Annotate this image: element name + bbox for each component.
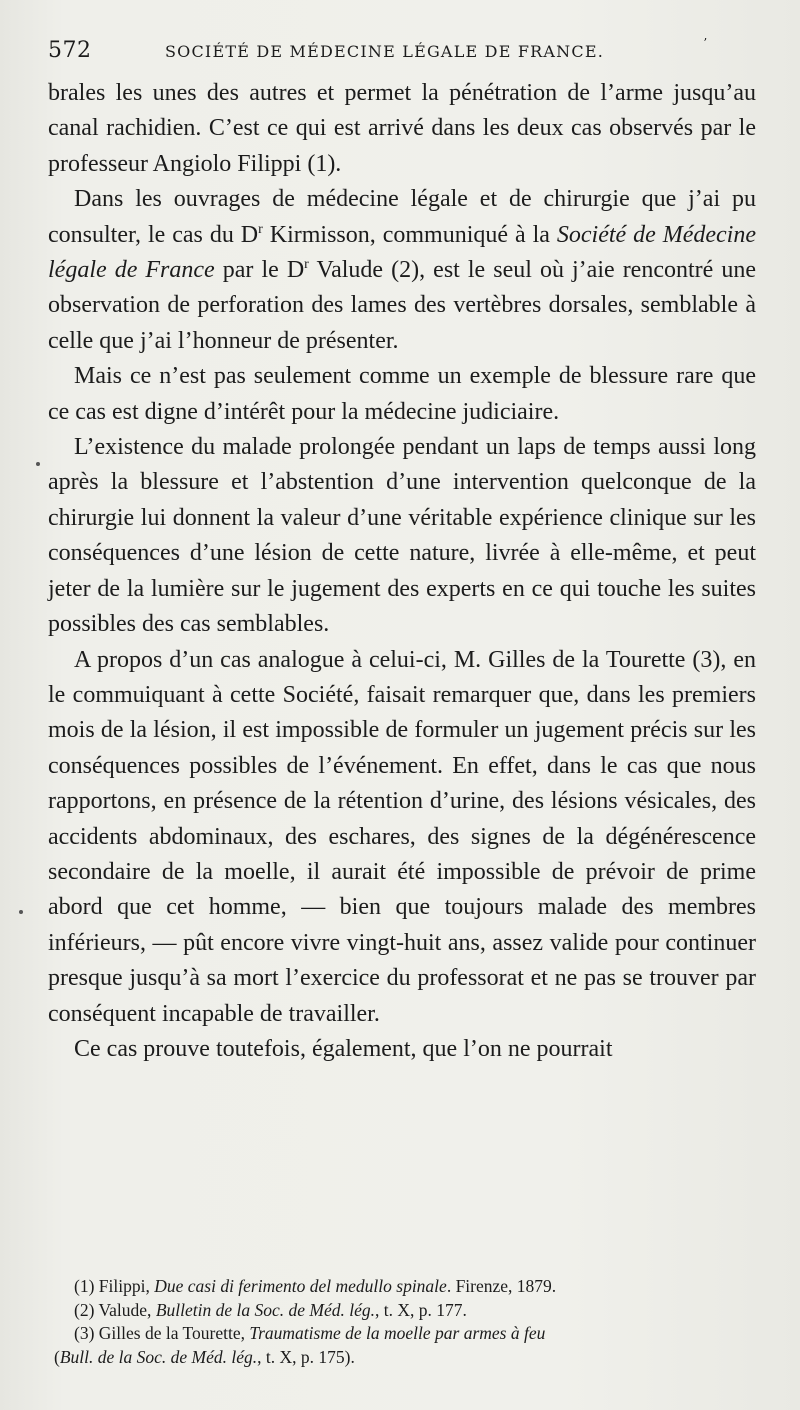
paragraph-1: brales les unes des autres et permet la pénétration de l’arme jusqu’au canal rachidien. C’est ce qui est arrivé dans les deux cas observés par le professeur Angiolo Filippi (1). [48, 80, 756, 177]
footnote-2 [48, 1299, 760, 1323]
ink-speck [36, 462, 40, 466]
footnote-1-details: . Firenze, 1879. [446, 1276, 557, 1296]
footnote-3-open-paren: ( [54, 1346, 60, 1367]
body-text [48, 76, 756, 1067]
paragraph-6: Ce cas prouve toutefois, également, que l’on ne pourrait [74, 1035, 613, 1062]
page-number: 572 [48, 38, 92, 63]
corner-mark: ʼ [703, 36, 707, 50]
footnote-1 [48, 1275, 760, 1299]
footnote-2-title: Bulletin de la Soc. de Méd. lég. [155, 1299, 375, 1320]
footnote-2-author: (2) Valude, [74, 1299, 156, 1320]
paragraph-4: L’existence du malade prolongée pendant un laps de temps aussi long après la blessure et l’abstention d’une intervention quelconque de la chirurgie lui donnent la valeur d’une véritable expérience clinique sur les conséquences d’une lésion de cette nature, livrée à elle-même, et peut jeter de la lumière sur le jugement des experts en ce qui touche les suites possibles des cas semblables. [48, 434, 756, 638]
paragraph-2-text-b: Kirmisson, communiqué à la [262, 221, 557, 248]
footnote-3-journal: Bull. de la Soc. de Méd. lég. [59, 1346, 258, 1367]
footnote-3-details: , t. X, p. 175). [257, 1346, 355, 1367]
superscript-r: r [304, 257, 309, 273]
paragraph-2-text-a: Dans les ouvrages de médecine légale et de chirurgie que j’ai pu consulter, le cas du D [48, 186, 756, 248]
footnote-1-author: (1) Filippi, [74, 1276, 155, 1296]
superscript-r: r [258, 221, 263, 237]
page-header [48, 38, 758, 64]
ink-speck [19, 910, 23, 914]
footnotes [48, 1275, 760, 1369]
footnote-3-continuation [48, 1346, 760, 1370]
footnote-3-title: Traumatisme de la moelle par armes à feu [249, 1323, 546, 1343]
running-title: SOCIÉTÉ DE MÉDECINE LÉGALE DE FRANCE. [165, 42, 604, 61]
footnote-3 [48, 1322, 760, 1346]
paragraph-3: Mais ce n’est pas seulement comme un exemple de blessure rare que ce cas est digne d’intérêt pour la médecine judiciaire. [48, 363, 756, 425]
paragraph-2-text-d: Valude (2), est le seul où j’aie rencontré une observation de perforation des lames des vertèbres dorsales, semblable à celle que j’ai l’honneur de présenter. [48, 257, 757, 354]
footnote-1-title: Due casi di ferimento del medullo spinale [154, 1276, 447, 1296]
paragraph-2 [48, 182, 756, 359]
paragraph-2-text-c: par le D [214, 257, 305, 284]
footnote-2-details: , t. X, p. 177. [374, 1299, 467, 1320]
paragraph-5: A propos d’un cas analogue à celui-ci, M. Gilles de la Tourette (3), en le commuiquant à cette Société, faisait remarquer que, dans les premiers mois de la lésion, il est impossible de formuler un jugement précis sur les conséquences possibles de l’événement. En effet, dans le cas que nous rapportons, en présence de la rétention d’urine, des lésions vésicales, des accidents abdominaux, des eschares, des signes de la dégénérescence secondaire de la moelle, il aurait été impossible de prévoir de prime abord que cet homme, — bien que toujours malade des membres inférieurs, — pût encore vivre vingt-huit ans, assez valide pour continuer presque jusqu’à sa mort l’exercice du professorat et ne pas se trouver par conséquent incapable de travailler. [48, 646, 756, 1027]
society-name-italic: Société de Médecine légale de France [48, 221, 756, 284]
footnote-3-author: (3) Gilles de la Tourette, [74, 1323, 250, 1343]
